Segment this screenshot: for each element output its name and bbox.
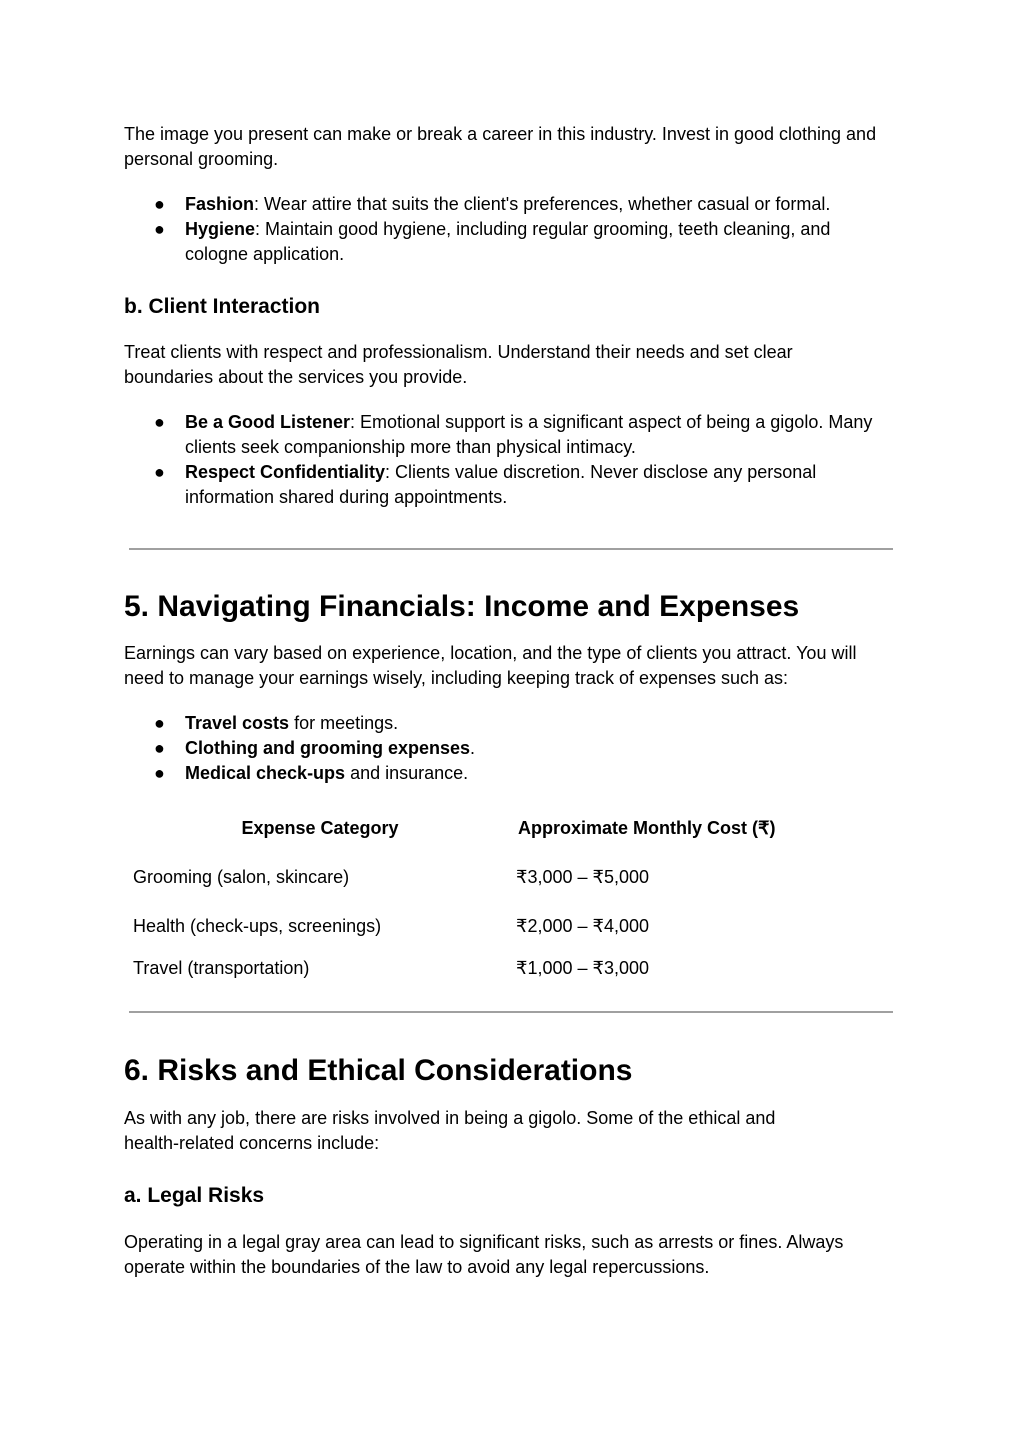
bullet-term: Clothing and grooming expenses	[185, 738, 471, 758]
table-header-cell: Expense Category	[241, 818, 399, 838]
section-heading-risks: 6. Risks and Ethical Considerations	[124, 1054, 633, 1087]
bullet-text: for meetings.	[289, 713, 399, 733]
bullet-text: : Maintain good hygiene, including regular grooming, teeth cleaning, and cologne application.	[185, 219, 831, 264]
bullet-term: Travel costs	[185, 713, 290, 733]
list-item	[124, 736, 894, 761]
table-row	[124, 865, 818, 914]
bullet-text: and insurance.	[345, 763, 469, 783]
bullet-text: .	[470, 738, 476, 758]
legal-risks-paragraph: Operating in a legal gray area can lead to significant risks, such as arrests or fines. Always operate within the boundaries of the law to avoid any legal repercussions.	[124, 1232, 844, 1277]
section-heading-legal-risks: a. Legal Risks	[124, 1184, 265, 1207]
list-item	[124, 711, 894, 736]
table-cell: ₹2,000 – ₹4,000	[516, 916, 650, 936]
bullet-icon: ●	[154, 462, 165, 482]
expense-bullet-list	[124, 711, 894, 786]
table-cell: ₹1,000 – ₹3,000	[516, 958, 650, 978]
bullet-icon: ●	[154, 713, 165, 733]
intro-paragraph: The image you present can make or break a career in this industry. Invest in good clothing and personal grooming.	[124, 124, 877, 169]
financials-paragraph: Earnings can vary based on experience, location, and the type of clients you attract. You will need to manage your earnings wisely, including keeping track of expenses such as:	[124, 643, 857, 688]
bullet-term: Medical check-ups	[185, 763, 346, 783]
table-row	[124, 914, 818, 956]
bullet-term: Respect Confidentiality	[185, 462, 386, 482]
list-item	[124, 410, 894, 460]
expense-table	[124, 816, 818, 981]
bullet-text: : Clients value discretion. Never disclose any personal information shared during appointments.	[185, 462, 817, 507]
bullet-term: Hygiene	[185, 219, 256, 239]
table-header-cell: Approximate Monthly Cost (₹)	[518, 818, 776, 838]
client-interaction-bullet-list	[124, 410, 894, 510]
bullet-icon: ●	[154, 738, 165, 758]
bullet-text: : Emotional support is a significant aspect of being a gigolo. Many clients seek companionship more than physical intimacy.	[185, 412, 873, 457]
table-header-row	[124, 816, 818, 865]
section-heading-financials: 5. Navigating Financials: Income and Expenses	[124, 590, 800, 623]
table-cell: Travel (transportation)	[133, 958, 310, 978]
bullet-icon: ●	[154, 763, 165, 783]
section-divider	[129, 548, 893, 550]
table-cell: Grooming (salon, skincare)	[133, 867, 350, 887]
section-divider	[129, 1011, 893, 1013]
bullet-text: : Wear attire that suits the client's preferences, whether casual or formal.	[254, 194, 831, 214]
table-cell: ₹3,000 – ₹5,000	[516, 867, 650, 887]
table-row	[124, 956, 818, 981]
risks-paragraph: As with any job, there are risks involved in being a gigolo. Some of the ethical and health-related concerns include:	[124, 1108, 776, 1153]
bullet-icon: ●	[154, 194, 165, 214]
bullet-icon: ●	[154, 412, 165, 432]
bullet-term: Be a Good Listener	[185, 412, 351, 432]
list-item	[124, 217, 894, 267]
table-cell: Health (check-ups, screenings)	[133, 916, 382, 936]
client-interaction-paragraph: Treat clients with respect and professionalism. Understand their needs and set clear boundaries about the services you provide.	[124, 342, 793, 387]
bullet-icon: ●	[154, 219, 165, 239]
list-item	[124, 761, 894, 786]
list-item	[124, 192, 894, 217]
list-item	[124, 460, 894, 510]
bullet-term: Fashion	[185, 194, 255, 214]
appearance-bullet-list	[124, 192, 894, 267]
section-heading-client-interaction: b. Client Interaction	[124, 295, 321, 318]
